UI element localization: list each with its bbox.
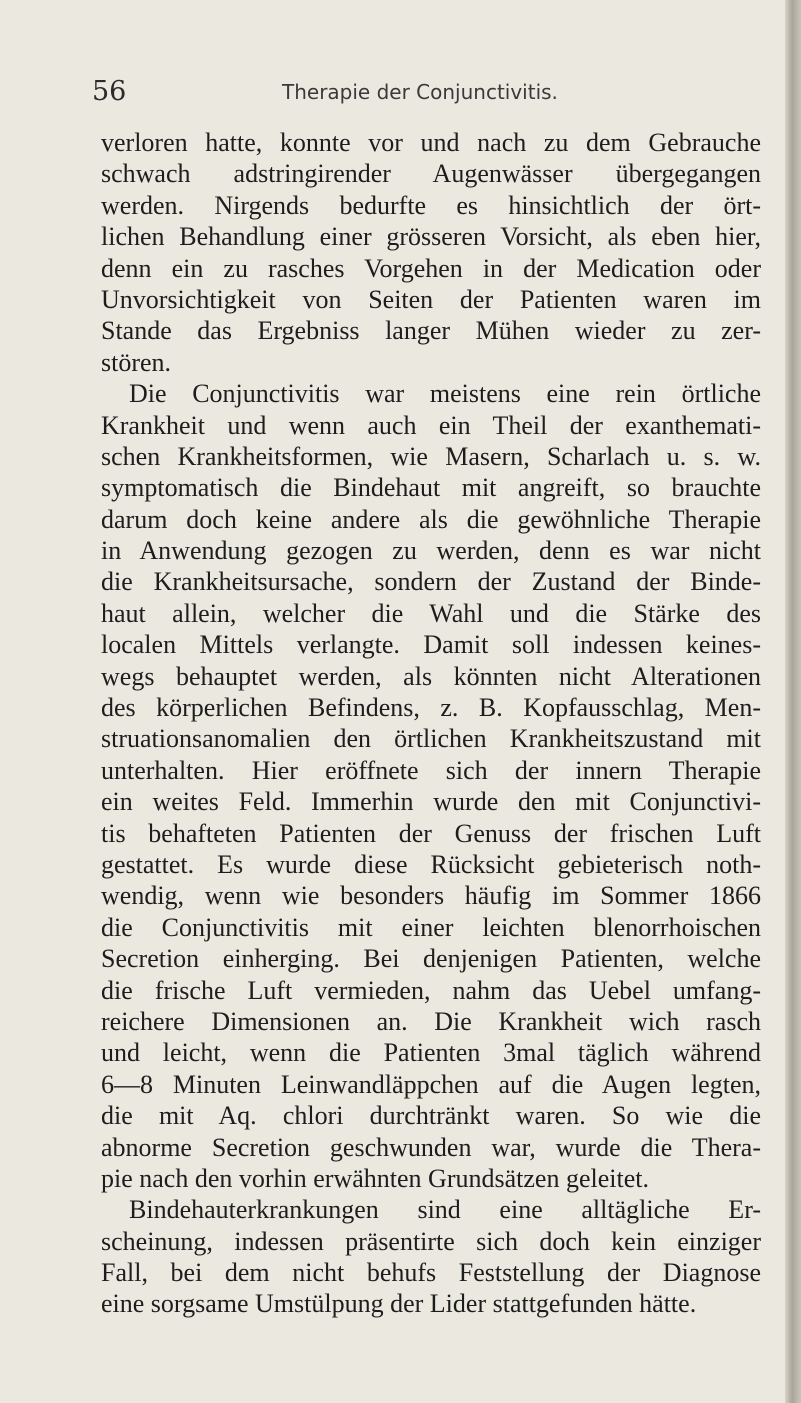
- text-line: schwach adstringirender Augenwässer übergegangen: [101, 159, 761, 189]
- text-line: Bindehauterkrankungen sind eine alltägliche Er-: [129, 1195, 761, 1225]
- text-line: Secretion einherging. Bei denjenigen Patienten, welche: [101, 944, 761, 974]
- text-line: schen Krankheitsformen, wie Masern, Scharlach u. s. w.: [101, 441, 761, 471]
- text-line: pie nach den vorhin erwähnten Grundsätzen geleitet.: [101, 1163, 649, 1193]
- text-line: die mit Aq. chlori durchtränkt waren. So wie die: [101, 1101, 761, 1131]
- text-line: Die Conjunctivitis war meistens eine rein örtliche: [129, 379, 761, 409]
- body-text: [101, 127, 761, 1320]
- text-line: die Conjunctivitis mit einer leichten blenorrhoischen: [101, 912, 761, 942]
- text-line: verloren hatte, konnte vor und nach zu dem Gebrauche: [101, 128, 761, 157]
- text-line: Stande das Ergebniss langer Mühen wieder zu zer-: [101, 316, 761, 346]
- text-line: symptomatisch die Bindehaut mit angreift, so brauchte: [101, 473, 761, 503]
- text-line: gestattet. Es wurde diese Rücksicht gebieterisch noth-: [101, 849, 761, 879]
- text-line: die frische Luft vermieden, nahm das Uebel umfang-: [101, 975, 761, 1005]
- text-line: stören.: [101, 347, 172, 377]
- text-line: haut allein, welcher die Wahl und die Stärke des: [101, 598, 761, 628]
- text-line: wegs behauptet werden, als könnten nicht Alterationen: [101, 661, 761, 691]
- text-line: Krankheit und wenn auch ein Theil der exanthemati-: [101, 410, 761, 440]
- text-line: unterhalten. Hier eröffnete sich der innern Therapie: [101, 755, 761, 785]
- text-line: und leicht, wenn die Patienten 3mal täglich während: [101, 1038, 761, 1068]
- text-line: ein weites Feld. Immerhin wurde den mit Conjunctivi-: [101, 787, 761, 817]
- text-line: struationsanomalien den örtlichen Krankheitszustand mit: [101, 724, 761, 754]
- text-line: localen Mittels verlangte. Damit soll indessen keines-: [101, 630, 761, 660]
- text-line: in Anwendung gezogen zu werden, denn es war nicht: [101, 536, 761, 566]
- text-line: abnorme Secretion geschwunden war, wurde die Thera-: [101, 1132, 761, 1162]
- text-line: scheinung, indessen präsentirte sich doch kein einziger: [101, 1226, 761, 1256]
- text-line: 6—8 Minuten Leinwandläppchen auf die Augen legten,: [101, 1069, 761, 1099]
- text-line: die Krankheitsursache, sondern der Zustand der Binde-: [101, 567, 761, 597]
- text-line: Unvorsichtigkeit von Seiten der Patienten waren im: [101, 284, 761, 314]
- text-line: darum doch keine andere als die gewöhnliche Therapie: [101, 504, 761, 534]
- text-line: eine sorgsame Umstülpung der Lider stattgefunden hätte.: [101, 1289, 697, 1319]
- page-header: [92, 76, 692, 112]
- text-line: lichen Behandlung einer grösseren Vorsicht, als eben hier,: [101, 222, 761, 252]
- text-line: werden. Nirgends bedurfte es hinsichtlich der ört-: [101, 190, 761, 220]
- text-line: des körperlichen Befindens, z. B. Kopfausschlag, Men-: [101, 693, 761, 723]
- text-line: wendig, wenn wie besonders häufig im Sommer 1866: [101, 881, 761, 911]
- text-line: tis behafteten Patienten der Genuss der frischen Luft: [101, 818, 761, 848]
- text-line: reichere Dimensionen an. Die Krankheit wich rasch: [101, 1006, 761, 1036]
- running-title: Therapie der Conjunctivitis.: [282, 80, 558, 104]
- page-number: 56: [92, 76, 127, 107]
- text-line: Fall, bei dem nicht behufs Feststellung der Diagnose: [101, 1258, 761, 1288]
- page-edge-shadow: [785, 0, 801, 1403]
- text-line: denn ein zu rasches Vorgehen in der Medication oder: [101, 253, 761, 283]
